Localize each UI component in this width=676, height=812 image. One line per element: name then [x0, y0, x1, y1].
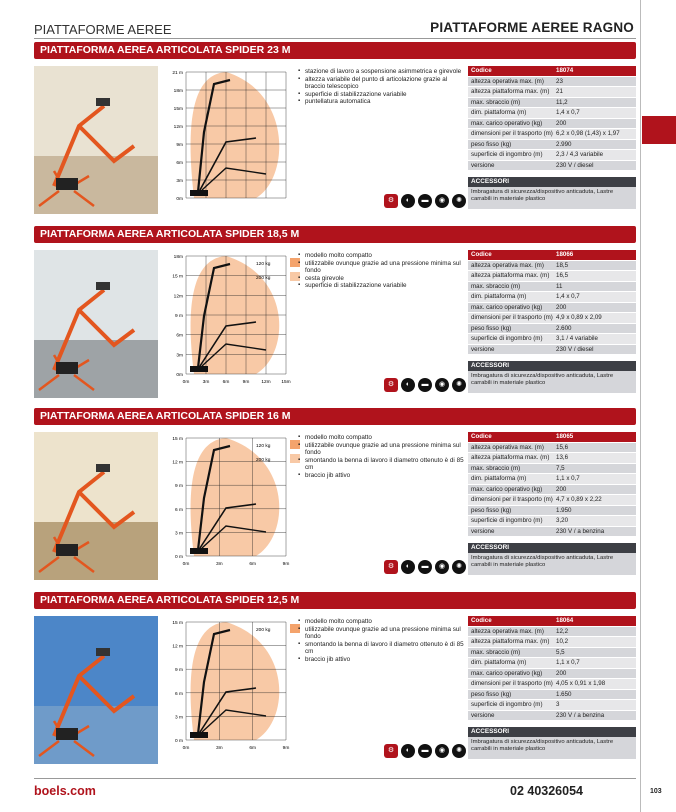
spec-value: 1,4 x 0,7 [556, 109, 580, 116]
spec-code-value: 18066 [556, 251, 574, 258]
spec-row [468, 119, 636, 130]
feature-list [298, 252, 468, 290]
feature-item: ▪ modello molto compatto [298, 434, 468, 442]
spec-code-value: 18065 [556, 433, 574, 440]
spec-code-label: Codice [471, 433, 492, 440]
spec-row [468, 648, 636, 659]
spec-value: 4,7 x 0,89 x 2,22 [556, 496, 602, 503]
goggles-icon: ◉ [435, 194, 449, 208]
footer-divider [34, 778, 636, 779]
feature-item: ▪ utilizzabile ovunque grazie ad una pressione minima sul fondo [298, 260, 468, 275]
y-tick-label: 12m [173, 125, 183, 130]
spec-row [468, 261, 636, 272]
feature-item: ▪ braccio jib attivo [298, 472, 468, 480]
product-section [34, 42, 636, 218]
spec-value: 21 [556, 88, 563, 95]
spec-header-row [468, 66, 636, 77]
spec-value: 10,2 [556, 638, 569, 645]
category-title: PIATTAFORME AEREE [34, 22, 172, 37]
x-tick-label: 15m [281, 380, 291, 385]
spec-value: 16,5 [556, 272, 569, 279]
y-tick-label: 9m [176, 143, 183, 148]
y-tick-label: 15m [173, 107, 183, 112]
spec-header-row [468, 616, 636, 627]
spec-row [468, 271, 636, 282]
y-tick-label: 6m [176, 333, 183, 339]
y-tick-label: 0 m [175, 739, 183, 744]
feature-item: ▪ altezza variabile del punto di articolazione grazie al braccio telescopico [298, 76, 468, 91]
spec-row [468, 506, 636, 517]
spec-key: altezza piattaforma max. (m) [471, 272, 550, 279]
y-tick-label: 15 m [172, 274, 183, 280]
spec-value: 1,1 x 0,7 [556, 659, 580, 666]
feature-item: ▪ modello molto compatto [298, 618, 468, 626]
feature-item: ▪ smontando la benna di lavoro il diametro ottenuto è di 85 cm [298, 457, 468, 472]
spec-row [468, 464, 636, 475]
spec-row [468, 516, 636, 527]
page-number: 103 [650, 788, 662, 795]
product-title: PIATTAFORMA AEREA ARTICOLATA SPIDER 12,5 M [34, 592, 636, 609]
spec-key: dimensioni per il trasporto (m) [471, 314, 553, 321]
spec-value: 13,6 [556, 454, 569, 461]
harness-icon: ✺ [452, 194, 466, 208]
spec-row [468, 669, 636, 680]
load-label: 120 kg [256, 444, 271, 449]
spec-key: superficie di ingombro (m) [471, 701, 543, 708]
spec-row [468, 637, 636, 648]
spec-value: 230 V / diesel [556, 345, 594, 353]
y-tick-label: 0 m [175, 555, 183, 560]
header-divider [34, 38, 636, 39]
spec-row [468, 108, 636, 119]
spec-key: superficie di ingombro (m) [471, 151, 543, 158]
feature-list [298, 434, 468, 480]
spec-value: 1,4 x 0,7 [556, 293, 580, 300]
spec-key: max. sbraccio (m) [471, 282, 521, 290]
harness-icon: ✺ [452, 378, 466, 392]
spec-row [468, 129, 636, 140]
x-tick-label: 0m [182, 746, 190, 751]
x-tick-label: 9m [282, 562, 290, 567]
accessories-box [468, 543, 636, 575]
spec-value: 2.600 [556, 324, 572, 332]
ce-icon: ⚙ [384, 744, 398, 758]
feature-list [298, 68, 468, 106]
y-tick-label: 9 m [175, 314, 183, 319]
x-tick-label: 3m [215, 746, 223, 751]
spec-key: altezza piattaforma max. (m) [471, 88, 550, 95]
spec-table [468, 432, 636, 537]
spec-row [468, 443, 636, 454]
feature-item: ▪ superficie di stabilizzazione variabile [298, 91, 468, 99]
spec-row [468, 485, 636, 496]
product-section [34, 226, 636, 402]
y-tick-label: 9 m [175, 484, 183, 490]
accessories-box [468, 177, 636, 209]
product-section [34, 408, 636, 584]
spec-value: 3 [556, 701, 560, 708]
certification-icons [384, 194, 466, 210]
feature-item: ▪ braccio jib attivo [298, 656, 468, 664]
spec-value: 3,20 [556, 517, 569, 524]
product-section [34, 592, 636, 768]
spec-key: peso fisso (kg) [471, 140, 512, 148]
spec-table [468, 616, 636, 721]
gloves-icon: ▬ [418, 560, 432, 574]
accessories-title: ACCESSORI [468, 361, 636, 371]
spec-key: peso fisso (kg) [471, 690, 512, 698]
product-photo [34, 250, 158, 398]
spec-value: 3,1 / 4 variabile [556, 335, 598, 342]
spec-value: 200 [556, 119, 567, 127]
load-label: 200 kg [256, 628, 271, 633]
feature-list [298, 618, 468, 664]
spec-value: 7,5 [556, 464, 565, 472]
x-tick-label: 6m [249, 746, 257, 751]
spec-code-label: Codice [471, 617, 492, 624]
accessories-text: Imbragatura di sicurezza/dispositivo anticaduta, Lastre carrabili in materiale plastico [468, 187, 636, 209]
spec-value: 6,2 x 0,98 (1,43) x 1,97 [556, 130, 620, 137]
spec-key: peso fisso (kg) [471, 324, 512, 332]
helmet-icon: ◐ [401, 378, 415, 392]
spec-value: 1.950 [556, 506, 572, 514]
spec-row [468, 690, 636, 701]
accessories-text: Imbragatura di sicurezza/dispositivo anticaduta, Lastre carrabili in materiale plastico [468, 737, 636, 759]
y-tick-label: 15 m [172, 621, 183, 626]
feature-item: ▪ utilizzabile ovunque grazie ad una pressione minima sul fondo [298, 626, 468, 641]
feature-item: ▪ stazione di lavoro a sospensione asimmetrica e girevole [298, 68, 468, 76]
spec-row [468, 282, 636, 293]
spec-key: altezza operativa max. (m) [471, 261, 544, 269]
spec-row [468, 161, 636, 172]
spec-table [468, 250, 636, 355]
y-tick-label: 6m [176, 161, 183, 166]
spec-row [468, 345, 636, 356]
spec-key: max. sbraccio (m) [471, 98, 521, 106]
spec-value: 12,2 [556, 627, 569, 635]
spec-code-value: 18064 [556, 617, 574, 624]
spec-row [468, 334, 636, 345]
spec-row [468, 303, 636, 314]
spec-key: altezza operativa max. (m) [471, 77, 544, 85]
page-margin-line [640, 0, 641, 812]
y-tick-label: 0m [176, 197, 183, 202]
y-tick-label: 6 m [175, 691, 183, 697]
product-photo [34, 616, 158, 764]
harness-icon: ✺ [452, 560, 466, 574]
y-tick-label: 12 m [172, 460, 183, 466]
spec-value: 2.990 [556, 140, 572, 148]
spec-value: 11,2 [556, 98, 568, 106]
x-tick-label: 6m [249, 562, 257, 567]
product-title: PIATTAFORMA AEREA ARTICOLATA SPIDER 18,5 M [34, 226, 636, 243]
spec-row [468, 495, 636, 506]
certification-icons [384, 378, 466, 394]
accessories-text: Imbragatura di sicurezza/dispositivo anticaduta, Lastre carrabili in materiale plastico [468, 553, 636, 575]
y-tick-label: 18m [173, 89, 183, 94]
spec-key: dimensioni per il trasporto (m) [471, 130, 553, 137]
x-tick-label: 3m [202, 380, 210, 385]
phone-number: 02 40326054 [510, 784, 583, 798]
chapter-tab [642, 116, 676, 144]
spec-row [468, 453, 636, 464]
spec-value: 230 V / diesel [556, 161, 594, 169]
spec-value: 230 V / a benzina [556, 711, 605, 719]
spec-key: max. sbraccio (m) [471, 464, 521, 472]
y-tick-label: 3 m [175, 531, 183, 537]
spec-row [468, 658, 636, 669]
spec-key: max. carico operativo (kg) [471, 119, 543, 127]
spec-code-label: Codice [471, 67, 492, 74]
load-label: 120 kg [256, 262, 271, 267]
spec-value: 200 [556, 669, 567, 677]
gloves-icon: ▬ [418, 194, 432, 208]
certification-icons [384, 560, 466, 576]
harness-icon: ✺ [452, 744, 466, 758]
spec-key: dim. piattaforma (m) [471, 109, 527, 116]
x-tick-label: 0m [182, 380, 190, 385]
spec-row [468, 474, 636, 485]
y-tick-label: 3m [176, 353, 183, 359]
x-tick-label: 9m [282, 746, 290, 751]
y-tick-label: 12 m [172, 644, 183, 650]
goggles-icon: ◉ [435, 560, 449, 574]
product-title: PIATTAFORMA AEREA ARTICOLATA SPIDER 16 M [34, 408, 636, 425]
helmet-icon: ◐ [401, 560, 415, 574]
feature-item: ▪ superficie di stabilizzazione variabile [298, 282, 468, 290]
y-tick-label: 21 m [172, 71, 183, 76]
accessories-title: ACCESSORI [468, 177, 636, 187]
spec-value: 11 [556, 282, 563, 290]
y-tick-label: 6 m [175, 507, 183, 513]
spec-key: max. carico operativo (kg) [471, 485, 543, 493]
spec-row [468, 313, 636, 324]
machine-base [190, 732, 208, 738]
spec-value: 5,5 [556, 648, 565, 656]
spec-row [468, 87, 636, 98]
feature-item: ▪ smontando la benna di lavoro il diametro ottenuto è di 85 cm [298, 641, 468, 656]
page-header [0, 0, 640, 40]
spec-value: 18,5 [556, 261, 569, 269]
ce-icon: ⚙ [384, 194, 398, 208]
product-photo [34, 432, 158, 580]
certification-icons [384, 744, 466, 760]
accessories-title: ACCESSORI [468, 727, 636, 737]
x-tick-label: 3m [215, 562, 223, 567]
spec-value: 15,6 [556, 443, 569, 451]
spec-value: 200 [556, 303, 567, 311]
feature-item: ▪ modello molto compatto [298, 252, 468, 260]
spec-row [468, 324, 636, 335]
spec-row [468, 679, 636, 690]
spec-row [468, 527, 636, 538]
spec-row [468, 700, 636, 711]
spec-code-value: 18074 [556, 67, 574, 74]
spec-key: altezza operativa max. (m) [471, 443, 544, 451]
x-tick-label: 0m [182, 562, 190, 567]
spec-key: dim. piattaforma (m) [471, 293, 527, 300]
spec-row [468, 292, 636, 303]
spec-value: 23 [556, 77, 563, 85]
spec-key: dimensioni per il trasporto (m) [471, 496, 553, 503]
spec-key: dim. piattaforma (m) [471, 475, 527, 482]
section-title: PIATTAFORME AEREE RAGNO [430, 20, 634, 35]
feature-item: ▪ cesta girevole [298, 275, 468, 283]
accessories-text: Imbragatura di sicurezza/dispositivo anticaduta, Lastre carrabili in materiale plastico [468, 371, 636, 393]
spec-key: max. sbraccio (m) [471, 648, 521, 656]
feature-item: ▪ utilizzabile ovunque grazie ad una pressione minima sul fondo [298, 442, 468, 457]
x-tick-label: 6m [222, 380, 230, 385]
spec-value: 200 [556, 485, 567, 493]
spec-key: max. carico operativo (kg) [471, 669, 543, 677]
feature-item: ▪ puntellatura automatica [298, 98, 468, 106]
y-tick-label: 3m [176, 179, 183, 184]
y-tick-label: 9 m [175, 668, 183, 674]
goggles-icon: ◉ [435, 378, 449, 392]
product-title: PIATTAFORMA AEREA ARTICOLATA SPIDER 23 M [34, 42, 636, 59]
load-label: 200 kg [256, 458, 271, 463]
spec-key: superficie di ingombro (m) [471, 335, 543, 342]
accessories-box [468, 361, 636, 393]
spec-key: altezza piattaforma max. (m) [471, 454, 550, 461]
goggles-icon: ◉ [435, 744, 449, 758]
spec-row [468, 150, 636, 161]
gloves-icon: ▬ [418, 744, 432, 758]
spec-row [468, 77, 636, 88]
machine-base [190, 190, 208, 196]
ce-icon: ⚙ [384, 560, 398, 574]
spec-value: 230 V / a benzina [556, 527, 605, 535]
y-tick-label: 0m [176, 373, 183, 378]
machine-base [190, 366, 208, 372]
spec-key: altezza operativa max. (m) [471, 627, 544, 635]
spec-key: versione [471, 527, 495, 535]
y-tick-label: 3 m [175, 715, 183, 721]
spec-value: 4,05 x 0,91 x 1,98 [556, 680, 606, 687]
spec-value: 2,3 / 4,3 variabile [556, 151, 604, 158]
ce-icon: ⚙ [384, 378, 398, 392]
spec-table [468, 66, 636, 171]
spec-key: versione [471, 161, 495, 169]
spec-value: 4,9 x 0,89 x 2,09 [556, 314, 602, 321]
website-link[interactable]: boels.com [34, 784, 96, 798]
spec-key: peso fisso (kg) [471, 506, 512, 514]
spec-row [468, 98, 636, 109]
x-tick-label: 9m [242, 380, 250, 385]
spec-key: max. carico operativo (kg) [471, 303, 543, 311]
load-label: 200 kg [256, 276, 271, 281]
spec-value: 1,1 x 0,7 [556, 475, 580, 482]
spec-header-row [468, 250, 636, 261]
spec-key: dimensioni per il trasporto (m) [471, 680, 553, 687]
spec-key: versione [471, 345, 495, 353]
spec-row [468, 711, 636, 722]
spec-row [468, 627, 636, 638]
y-tick-label: 18m [173, 255, 183, 260]
product-photo [34, 66, 158, 214]
spec-key: versione [471, 711, 495, 719]
gloves-icon: ▬ [418, 378, 432, 392]
spec-key: superficie di ingombro (m) [471, 517, 543, 524]
accessories-title: ACCESSORI [468, 543, 636, 553]
spec-value: 1.650 [556, 690, 572, 698]
spec-row [468, 140, 636, 151]
accessories-box [468, 727, 636, 759]
spec-code-label: Codice [471, 251, 492, 258]
x-tick-label: 12m [261, 380, 271, 385]
y-tick-label: 12m [173, 294, 183, 300]
spec-key: dim. piattaforma (m) [471, 659, 527, 666]
spec-key: altezza piattaforma max. (m) [471, 638, 550, 645]
spec-header-row [468, 432, 636, 443]
helmet-icon: ◐ [401, 194, 415, 208]
y-tick-label: 15 m [172, 437, 183, 442]
machine-base [190, 548, 208, 554]
helmet-icon: ◐ [401, 744, 415, 758]
